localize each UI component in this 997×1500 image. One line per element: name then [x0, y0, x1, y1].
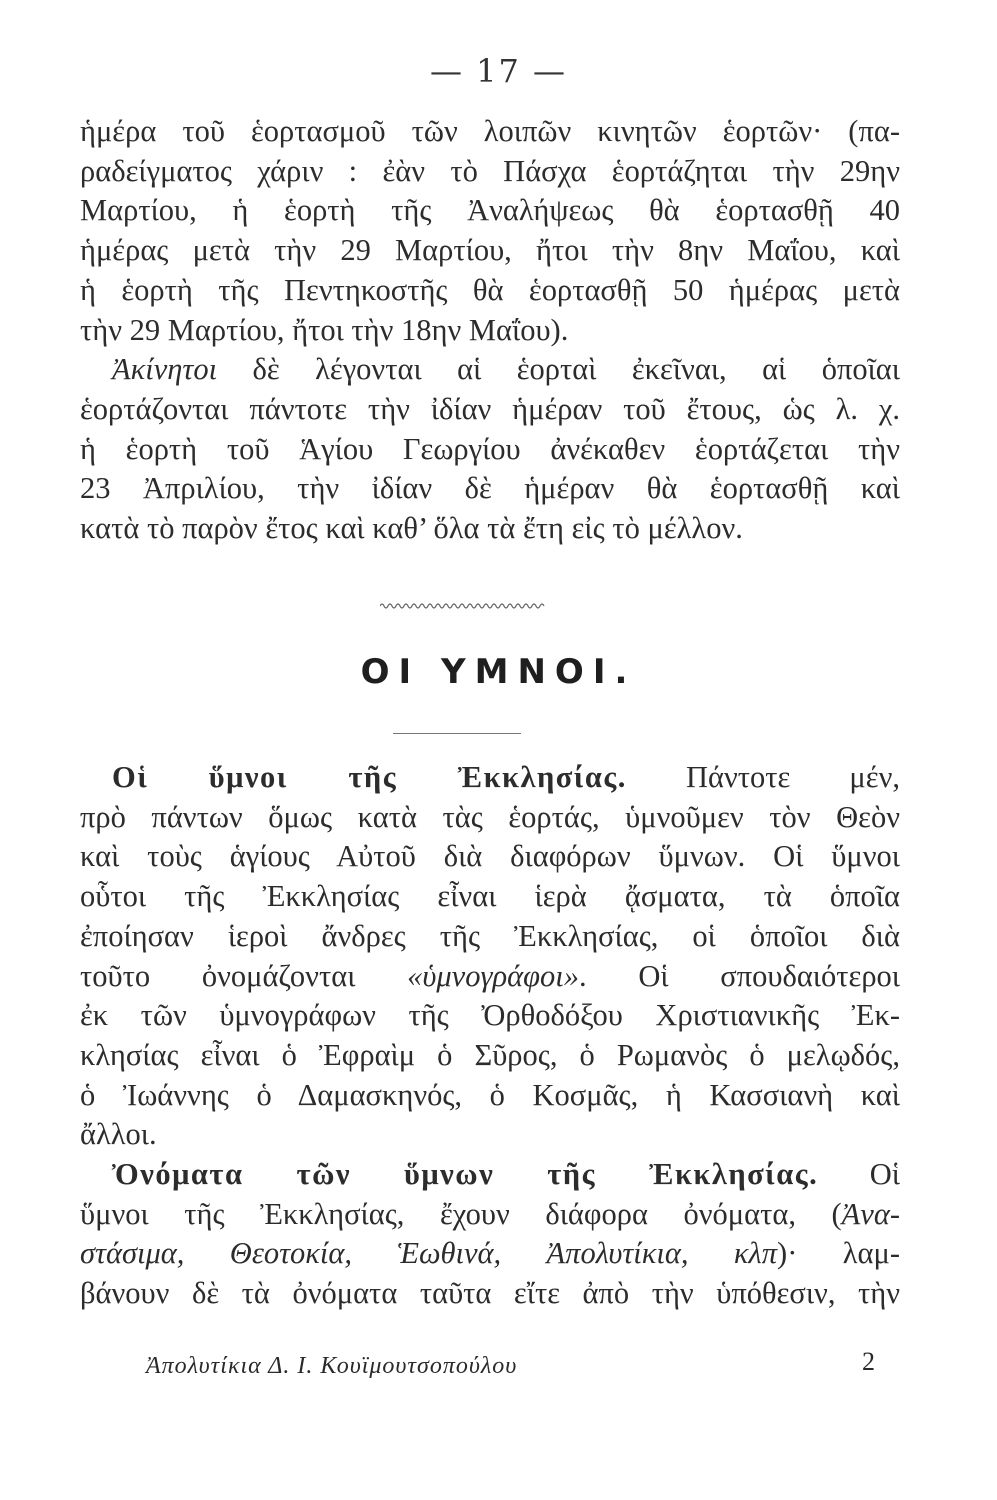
text-line: ἡμέρας μετὰ τὴν 29 Μαρτίου, ἤτοι τὴν 8ην Μαΐου, καὶ — [80, 233, 900, 268]
text-block-upper — [80, 112, 900, 549]
sheet-number: 2 — [862, 1347, 876, 1376]
term-akinitoi: Ἀκίνητοι — [112, 352, 218, 387]
text-line — [80, 1234, 900, 1274]
term-hymnographers: «ὑμνογράφοι» — [407, 958, 579, 993]
term-fragment: Ἀνα- — [841, 1196, 900, 1231]
text-line: ραδείγματος χάριν : ἐὰν τὸ Πάσχα ἑορτάζηται τὴν 29ην — [80, 153, 900, 188]
text-line — [80, 758, 900, 798]
page-number: — 17 — — [429, 52, 568, 90]
text-line: ἐκ τῶν ὑμνογράφων τῆς Ὀρθοδόξου Χριστιανικῆς Ἐκ- — [80, 998, 900, 1033]
text-line: Μαρτίου, ἡ ἑορτὴ τῆς Ἀναλήψεως θὰ ἑορτασθῇ 40 — [80, 193, 900, 228]
paragraph-church-hymns — [80, 758, 900, 1155]
text-block-lower — [80, 758, 900, 1314]
text-line — [80, 1195, 900, 1235]
text-fragment: Οἱ — [818, 1157, 900, 1192]
text-line: κατὰ τὸ παρὸν ἔτος καὶ καθ’ ὅλα τὰ ἔτη εἰς τὸ μέλλον. — [80, 511, 743, 546]
text-fragment: . Οἱ σπουδαιότεροι — [579, 958, 900, 993]
printer-signature: Ἀπολυτίκια Δ. Ι. Κουϊμουτσοπούλου — [146, 1353, 518, 1379]
text-line: βάνουν δὲ τὰ ὀνόματα ταῦτα εἴτε ἀπὸ τὴν ὑπόθεσιν, τὴν — [80, 1276, 900, 1311]
text-line: κλησίας εἶναι ὁ Ἐφραὶμ ὁ Σῦρος, ὁ Ρωμανὸς ὁ μελῳδός, — [80, 1037, 900, 1072]
text-line: πρὸ πάντων ὅμως κατὰ τὰς ἑορτάς, ὑμνοῦμεν τὸν Θεὸν — [80, 799, 900, 834]
section-heading: ΟΙ ΥΜΝΟΙ. — [360, 652, 637, 692]
text-line: οὗτοι τῆς Ἐκκλησίας εἶναι ἱερὰ ᾄσματα, τὰ ὁποῖα — [80, 879, 900, 914]
text-line: ἡ ἑορτὴ τοῦ Ἁγίου Γεωργίου ἀνέκαθεν ἑορτάζεται τὴν — [80, 431, 900, 466]
text-line: καὶ τοὺς ἁγίους Αὐτοῦ διὰ διαφόρων ὕμνων. Οἱ ὕμνοι — [80, 839, 900, 874]
text-line — [80, 957, 900, 997]
text-line — [80, 1155, 900, 1195]
term-list-hymn-types: στάσιμα, Θεοτοκία, Ἑωθινά, Ἀπολυτίκια, κλπ — [80, 1236, 778, 1271]
text-line — [80, 350, 900, 390]
text-fragment: τοῦτο ὀνομάζονται — [80, 958, 408, 993]
text-fragment: Πάντοτε μέν, — [626, 760, 900, 794]
text-fragment: ὕμνοι τῆς Ἐκκλησίας, ἔχουν διάφορα ὀνόματα, ( — [80, 1196, 842, 1231]
paragraph-hymn-names — [80, 1155, 900, 1314]
page-footer — [146, 1347, 876, 1393]
text-line: ἑορτάζονται πάντοτε τὴν ἰδίαν ἡμέραν τοῦ ἔτους, ὡς λ. χ. — [80, 391, 900, 426]
text-line: ὁ Ἰωάννης ὁ Δαμασκηνός, ὁ Κοσμᾶς, ἡ Κασσιανὴ καὶ — [80, 1077, 900, 1112]
wavy-divider — [380, 598, 545, 614]
subsection-title-hymn-names: Ὀνόματα τῶν ὕμνων τῆς Ἐκκλησίας. — [112, 1157, 819, 1192]
text-line: τὴν 29 Μαρτίου, ἤτοι τὴν 18ην Μαΐου). — [80, 312, 569, 347]
text-line: 23 Ἀπριλίου, τὴν ἰδίαν δὲ ἡμέραν θὰ ἑορτασθῇ καὶ — [80, 471, 900, 506]
paragraph-immovable-feasts — [80, 350, 900, 549]
text-line: ἐποίησαν ἱεροὶ ἄνδρες τῆς Ἐκκλησίας, οἱ ὁποῖοι διὰ — [80, 918, 900, 953]
text-line: ἡ ἑορτὴ τῆς Πεντηκοστῆς θὰ ἑορτασθῇ 50 ἡμέρας μετὰ — [80, 272, 900, 307]
subsection-title-hymns: Οἱ ὕμνοι τῆς Ἐκκλησίας. — [112, 760, 627, 794]
text-line: ἡμέρα τοῦ ἑορτασμοῦ τῶν λοιπῶν κινητῶν ἑορτῶν· (πα- — [80, 114, 900, 148]
text-fragment: )· λαμ- — [777, 1236, 900, 1271]
text-line: ἄλλοι. — [80, 1117, 157, 1152]
text-fragment: δὲ λέγονται αἱ ἑορταὶ ἐκεῖναι, αἱ ὁποῖαι — [217, 352, 900, 387]
paragraph-movable-feasts — [80, 112, 900, 350]
heading-rule — [393, 733, 521, 734]
